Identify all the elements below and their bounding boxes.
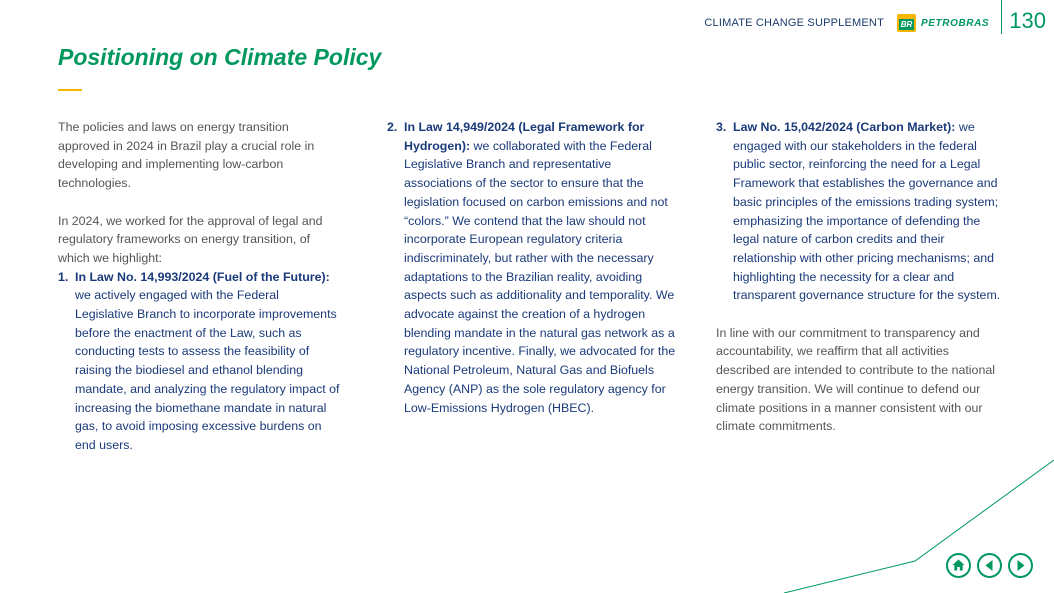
arrow-left-icon [979, 555, 1000, 576]
list-item-body: we actively engaged with the Federal Legislative Branch to incorporate improvements before the enactment of the Law, such as conducting tests to assess the feasibility of raising the biodiesel and ethanol blending mandate, and analyzing the regulatory impact of increasing the biomethane mandate in natural gas, to avoid imposing excessive burdens on end users. [75, 288, 340, 452]
column-3 [716, 118, 1001, 436]
column-2 [387, 118, 677, 417]
br-badge-text: BR [900, 20, 913, 29]
list-item-1 [58, 268, 340, 455]
page-title: Positioning on Climate Policy [58, 44, 382, 70]
column-1 [58, 118, 340, 455]
list-item-3 [716, 118, 1001, 305]
header-divider [1001, 0, 1002, 34]
list-item-body: we collaborated with the Federal Legislative Branch and representative associations of the sector to ensure that the legislation focused on carbon emissions and not “colors.” We contend that the law should not incorporate European regulatory criteria indiscriminately, but rather with the necessary adaptations to the Brazilian reality, avoiding aspects such as additionality and temporality. We advocate against the creation of a hydrogen blending mandate in the natural gas network as a regulatory incentive. Finally, we advocated for the National Petroleum, Natural Gas and Biofuels Agency (ANP) as the sole regulatory agency for Low-Emissions Hydrogen (HBEC). [404, 138, 676, 415]
page-header [654, 0, 1054, 44]
list-number: 2. [387, 120, 398, 134]
next-page-button[interactable] [1008, 553, 1033, 578]
closing-paragraph: In line with our commitment to transparency and accountability, we reaffirm that all activities described are intended to contribute to the national energy transition. We will continue to defend our climate positions in a manner consistent with our climate commitments. [716, 325, 995, 434]
home-icon [948, 555, 969, 576]
logo-wordmark: PETROBRAS [921, 18, 990, 29]
petrobras-logo [897, 14, 992, 34]
section-label: CLIMATE CHANGE SUPPLEMENT [704, 17, 884, 29]
list-item-body: we engaged with our stakeholders in the federal public sector, reinforcing the need for a Legal Framework that establishes the governance and basic principles of the emissions trading system; emphasizing the importance of defending the legal nature of carbon credits and their relationship with other pricing mechanisms; and highlighting the necessity for a clear and transparent governance structure for the system. [733, 120, 1001, 303]
list-item-2 [387, 118, 677, 417]
intro-paragraph: The policies and laws on energy transition approved in 2024 in Brazil play a crucial role in developing and implementing low-carbon technologies. [58, 120, 315, 191]
title-accent-bar [58, 89, 82, 91]
list-number: 3. [716, 120, 727, 134]
list-number: 1. [58, 269, 69, 284]
arrow-right-icon [1010, 555, 1031, 576]
list-item-lead: In Law 14,949/2024 (Legal Framework for Hydrogen): [404, 120, 645, 153]
home-button[interactable] [946, 553, 971, 578]
intro-paragraph-2: In 2024, we worked for the approval of legal and regulatory frameworks on energy transition, of which we highlight: [58, 213, 323, 265]
previous-page-button[interactable] [977, 553, 1002, 578]
list-item-lead: Law No. 15,042/2024 (Carbon Market): [733, 120, 956, 134]
list-item-lead: In Law No. 14,993/2024 (Fuel of the Future): [75, 269, 330, 284]
page-number: 130 [1009, 8, 1046, 33]
br-badge [897, 14, 916, 32]
